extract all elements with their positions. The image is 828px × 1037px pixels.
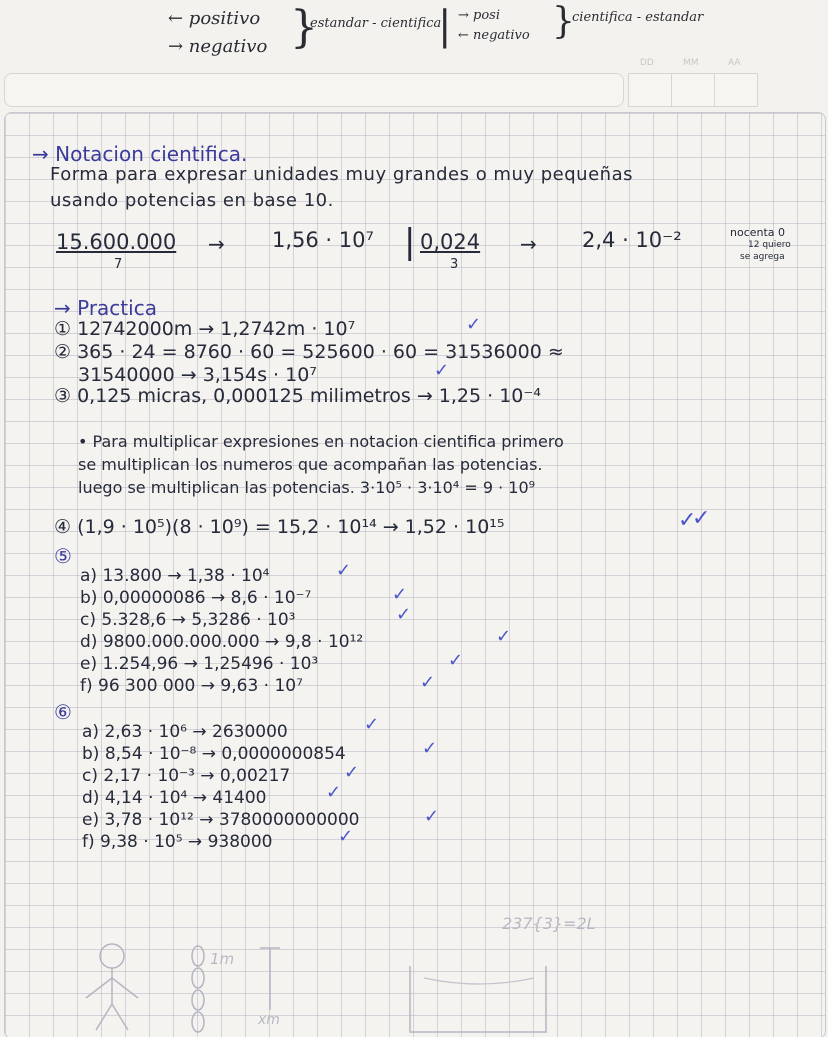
page-title: → Notacion cientifica. (32, 142, 248, 166)
note-estandar-cientifica: estandar - cientifica (310, 16, 442, 31)
date-label-dd: DD (640, 58, 654, 68)
example-note-line-1: nocenta 0 (730, 226, 786, 239)
check-icon: ✓ (344, 762, 360, 783)
definition-line-2: usando potencias en base 10. (50, 190, 334, 211)
practica-item-2-cont: 31540000 → 3,154s · 10⁷ (78, 364, 317, 386)
faint-chain-sketch (186, 944, 210, 1036)
check-icon: ✓ (392, 584, 408, 605)
faint-measure-bar (258, 944, 282, 1014)
date-label-mm: MM (683, 58, 699, 68)
date-box-mm (671, 73, 715, 107)
example-arrow-1: → (208, 232, 225, 256)
item-5-row-a: a) 13.800 → 1,38 · 10⁴ (80, 566, 270, 586)
note-positivo: ← positivo (168, 8, 261, 29)
rule-line-3: luego se multiplican las potencias. 3·10⁵ · 3·10⁴ = 9 · 10⁹ (78, 478, 536, 497)
example-left-number: 15.600.000 (56, 230, 177, 254)
check-icon: ✓ (678, 508, 697, 533)
item-5-label: ⑤ (54, 544, 72, 568)
item-5-row-e: e) 1.254,96 → 1,25496 · 10³ (80, 654, 319, 674)
item-5-row-b: b) 0,00000086 → 8,6 · 10⁻⁷ (80, 588, 312, 608)
note-negativo: → negativo (168, 36, 268, 57)
brace-right: } (552, 1, 575, 42)
item-6-row-e: e) 3,78 · 10¹² → 3780000000000 (82, 810, 360, 830)
rule-line-1: • Para multiplicar expresiones en notacion cientifica primero (78, 432, 564, 451)
practica-item-3: ③ 0,125 micras, 0,000125 milimetros → 1,25 · 10⁻⁴ (54, 385, 542, 407)
example-right-number: 0,024 (420, 230, 481, 254)
example-left-count: 7 (114, 257, 123, 272)
example-note-line-2: 12 quiero (748, 240, 791, 250)
divider-bar: | (438, 3, 452, 49)
practica-heading: → Practica (54, 296, 157, 320)
practica-item-1: ① 12742000m → 1,2742m · 10⁷ (54, 318, 356, 340)
check-icon: ✓ (466, 314, 482, 335)
check-icon: ✓ (424, 806, 440, 827)
rule-line-2: se multiplican los numeros que acompañan las potencias. (78, 455, 543, 474)
definition-line-1: Forma para expresar unidades muy grandes o muy pequeñas (50, 164, 633, 185)
date-label-aa: AA (728, 58, 741, 68)
check-icon: ✓ (336, 560, 352, 581)
faint-container-sketch (404, 960, 554, 1037)
date-box-dd (628, 73, 672, 107)
example-note-line-3: se agrega (740, 252, 785, 262)
date-box-aa (714, 73, 758, 107)
note-negativo-2: ← negativo (458, 28, 530, 43)
item-5-row-c: c) 5.328,6 → 5,3286 · 10³ (80, 610, 296, 630)
faint-stick-figure (78, 942, 158, 1032)
faint-one-meter: 1m (210, 950, 235, 968)
check-icon: ✓ (338, 826, 354, 847)
notebook-header-field (4, 73, 624, 107)
check-icon: ✓ (420, 672, 436, 693)
check-icon: ✓ (396, 604, 412, 625)
practica-item-2: ② 365 · 24 = 8760 · 60 = 525600 · 60 = 31536000 ≈ (54, 341, 564, 363)
item-5-row-f: f) 96 300 000 → 9,63 · 10⁷ (80, 676, 303, 696)
brace-left: } (290, 2, 318, 53)
check-icon: ✓ (448, 650, 464, 671)
item-6-row-d: d) 4,14 · 10⁴ → 41400 (82, 788, 267, 808)
item-5-row-d: d) 9800.000.000.000 → 9,8 · 10¹² (80, 632, 364, 652)
item-6-row-f: f) 9,38 · 10⁵ → 938000 (82, 832, 273, 852)
faint-fraction-text: 237{3}=2L (502, 914, 596, 933)
item-6-row-b: b) 8,54 · 10⁻⁸ → 0,0000000854 (82, 744, 346, 764)
item-6-row-a: a) 2,63 · 10⁶ → 2630000 (82, 722, 288, 742)
example-right-result: 2,4 · 10⁻² (582, 228, 682, 252)
check-icon: ✓ (434, 360, 450, 381)
item-6-row-c: c) 2,17 · 10⁻³ → 0,00217 (82, 766, 291, 786)
practica-item-4: ④ (1,9 · 10⁵)(8 · 10⁹) = 15,2 · 10¹⁴ → 1,52 · 10¹⁵ (54, 516, 505, 538)
example-right-count: 3 (450, 257, 459, 272)
example-divider: | (404, 222, 416, 262)
check-icon: ✓ (326, 782, 342, 803)
faint-x-meter: xm (258, 1012, 280, 1028)
check-icon: ✓ (692, 506, 711, 531)
item-6-label: ⑥ (54, 700, 72, 724)
check-icon: ✓ (364, 714, 380, 735)
example-arrow-2: → (520, 232, 537, 256)
note-posi: → posi (458, 8, 501, 23)
note-cientifica-estandar: cientifica - estandar (572, 10, 704, 25)
example-left-result: 1,56 · 10⁷ (272, 228, 374, 252)
check-icon: ✓ (496, 626, 512, 647)
check-icon: ✓ (422, 738, 438, 759)
